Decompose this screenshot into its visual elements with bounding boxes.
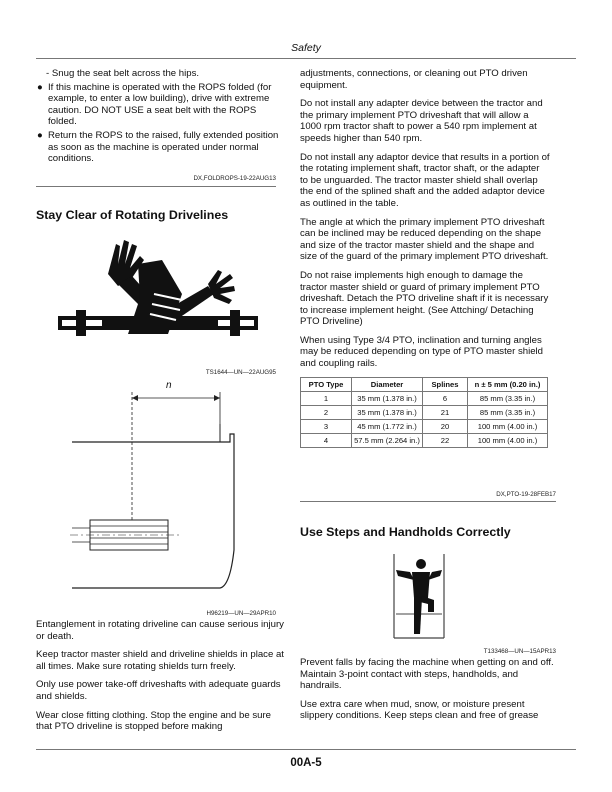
pto-para-1: adjustments, connections, or cleaning out PTO driven equipment. — [300, 68, 528, 91]
col-header-diameter: Diameter — [352, 378, 423, 392]
page-number: 00A-5 — [290, 757, 322, 769]
cell-splines: 21 — [423, 406, 468, 420]
bullet-icon: ● — [37, 81, 43, 93]
cell-pto-type: 1 — [301, 392, 352, 406]
drivelines-para-2: Keep tractor master shield and driveline shields in place at all times. Make sure rotating shields turn freely. — [36, 649, 284, 672]
col-header-pto-type: PTO Type — [301, 378, 352, 392]
cell-n: 85 mm (3.35 in.) — [468, 392, 548, 406]
rops-sub-item-text: Snug the seat belt across the hips. — [51, 68, 200, 79]
drivelines-text — [36, 619, 286, 740]
steps-heading: Use Steps and Handholds Correctly — [300, 525, 511, 539]
pto-para-3: Do not install any adaptor device that results in a portion of the rotating implement shaft, tractor shaft, or the adapter to be unguarded. The tractor master shield shall overlap the end of the splined shaft and the added adaptor device as outlined in the table. — [300, 151, 550, 209]
pto-text — [300, 68, 550, 377]
table-row — [301, 420, 548, 434]
pto-para-6: When using Type 3/4 PTO, inclination and turning angles may be reduced depending on type of PTO master shield and coupling rails. — [300, 334, 544, 370]
cell-n: 100 mm (4.00 in.) — [468, 420, 548, 434]
rops-bullet-2 — [36, 130, 286, 165]
pto-para-5: Do not raise implements high enough to damage the tractor master shield or guard of primary implement PTO driveshaft. Detach the PTO driveline shaft if it is necessary to increase implement height. (See Attching/ Detaching PTO Driveline) — [300, 269, 549, 328]
pto-table-ref: DX,PTO-19-28FEB17 — [496, 491, 556, 498]
table-row — [301, 406, 548, 420]
header-rule — [36, 58, 576, 59]
rops-sub-item: - Snug the seat belt across the hips. — [46, 68, 200, 79]
running-header: Safety — [291, 42, 321, 54]
rops-ref: DX,FOLDROPS-19-22AUG13 — [193, 175, 276, 182]
col-header-splines: Splines — [423, 378, 468, 392]
cell-diameter: 35 mm (1.378 in.) — [352, 392, 423, 406]
bullet-icon: ● — [37, 129, 43, 141]
cell-pto-type: 4 — [301, 434, 352, 448]
rops-bullet-1 — [36, 82, 286, 128]
cell-splines: 22 — [423, 434, 468, 448]
figure1-ref: TS1644—UN—22AUG95 — [205, 369, 276, 376]
cell-diameter: 45 mm (1.772 in.) — [352, 420, 423, 434]
figure2-ref: H96219—UN—29APR10 — [206, 610, 276, 617]
cell-n: 85 mm (3.35 in.) — [468, 406, 548, 420]
footer-rule — [36, 749, 576, 750]
cell-diameter: 35 mm (1.378 in.) — [352, 406, 423, 420]
rops-rule — [36, 186, 276, 187]
steps-text — [300, 657, 556, 729]
rops-bullet-1-text: If this machine is operated with the ROPS folded (for example, to enter a low building), drive with extreme caution. DO NOT USE a seat belt with the ROPS folded. — [48, 81, 272, 128]
drivelines-heading: Stay Clear of Rotating Drivelines — [36, 208, 229, 222]
cell-pto-type: 2 — [301, 406, 352, 420]
drivelines-para-3: Only use power take-off driveshafts with adequate guards and shields. — [36, 679, 281, 702]
col-header-n: n ± 5 mm (0.20 in.) — [468, 378, 548, 392]
steps-handholds-illustration — [388, 550, 450, 642]
rops-bullet-2-text: Return the ROPS to the raised, fully extended position as soon as the machine is operated under normal conditions. — [48, 129, 279, 165]
drivelines-para-1: Entanglement in rotating driveline can cause serious injury or death. — [36, 619, 284, 642]
dimension-n-label: n — [166, 380, 172, 391]
steps-figure-ref: T133468—UN—15APR13 — [483, 648, 556, 655]
cell-splines: 6 — [423, 392, 468, 406]
pto-table — [300, 377, 548, 448]
pto-para-4: The angle at which the primary implement PTO driveshaft can be inclined may be reduced depending on the shape and size of the tractor master shield and the shape and size of the guard of the primary implement PTO driveshaft. — [300, 216, 549, 263]
table-row — [301, 392, 548, 406]
drivelines-para-4: Wear close fitting clothing. Stop the engine and be sure that PTO driveline is stopped before making — [36, 709, 272, 733]
rops-section — [36, 68, 286, 165]
steps-para-2: Use extra care when mud, snow, or moisture present slippery conditions. Keep steps clean and free of grease — [300, 698, 539, 722]
table-header-row — [301, 378, 548, 392]
cell-diameter: 57.5 mm (2.264 in.) — [352, 434, 423, 448]
entanglement-illustration — [58, 234, 258, 354]
pto-rule — [300, 501, 556, 502]
cell-splines: 20 — [423, 420, 468, 434]
shield-overlap-diagram — [70, 390, 280, 602]
cell-n: 100 mm (4.00 in.) — [468, 434, 548, 448]
cell-pto-type: 3 — [301, 420, 352, 434]
steps-para-1: Prevent falls by facing the machine when getting on and off. Maintain 3-point contact with steps, handholds, and handrails. — [300, 657, 554, 692]
table-row — [301, 434, 548, 448]
pto-para-2: Do not install any adapter device between the tractor and the primary implement PTO driveshaft that will allow a 1000 rpm tractor shaft to power a 540 rpm implement at speeds higher than 540 rpm. — [300, 98, 543, 144]
